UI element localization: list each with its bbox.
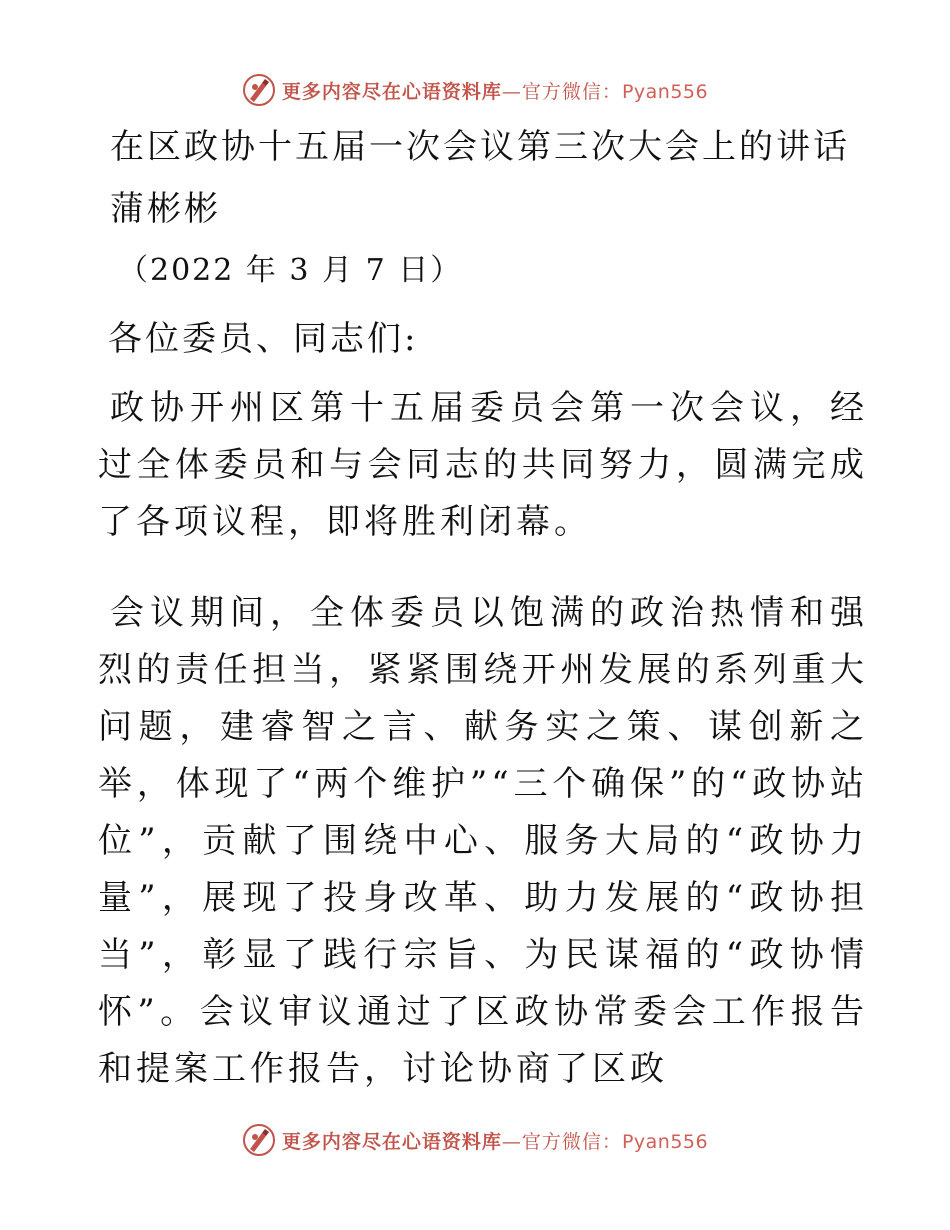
watermark-dash: — xyxy=(501,80,522,103)
header-watermark xyxy=(0,70,950,110)
pen-logo-icon xyxy=(242,73,276,107)
watermark-label: 官方微信： xyxy=(521,1130,622,1153)
watermark-id: Pyan556 xyxy=(621,80,709,103)
watermark-main-text: 更多内容尽在心语资料库 xyxy=(281,80,502,103)
document-salutation: 各位委员、同志们: xyxy=(108,319,419,359)
document-body xyxy=(98,120,868,1132)
watermark-dash: — xyxy=(501,1130,522,1153)
paragraph-2: 会议期间，全体委员以饱满的政治热情和强烈的责任担当，紧紧围绕开州发展的系列重大问题，建睿智之言、献务实之策、谋创新之举，体现了“两个维护”“三个确保”的“政协站位”，贡献了围绕中心、服务大局的“政协力量”，展现了投身改革、助力发展的“政协担当”，彰显了践行宗旨、为民谋福的“政协情怀”。会议审议通过了区政协常委会工作报告和提案工作报告，讨论协商了区政 xyxy=(98,593,868,1089)
pen-logo-icon xyxy=(242,1123,276,1157)
document-date: （2022 年 3 月 7 日） xyxy=(118,253,463,288)
watermark-main-text: 更多内容尽在心语资料库 xyxy=(281,1130,502,1153)
footer-watermark xyxy=(0,1120,950,1160)
document-title: 在区政协十五届一次会议第三次大会上的讲话 xyxy=(110,127,850,167)
document-author: 蒲彬彬 xyxy=(110,189,221,229)
paragraph-1: 政协开州区第十五届委员会第一次会议，经过全体委员和与会同志的共同努力，圆满完成了各项议程，即将胜利闭幕。 xyxy=(98,388,868,542)
watermark-id: Pyan556 xyxy=(621,1130,709,1153)
watermark-label: 官方微信： xyxy=(521,80,622,103)
